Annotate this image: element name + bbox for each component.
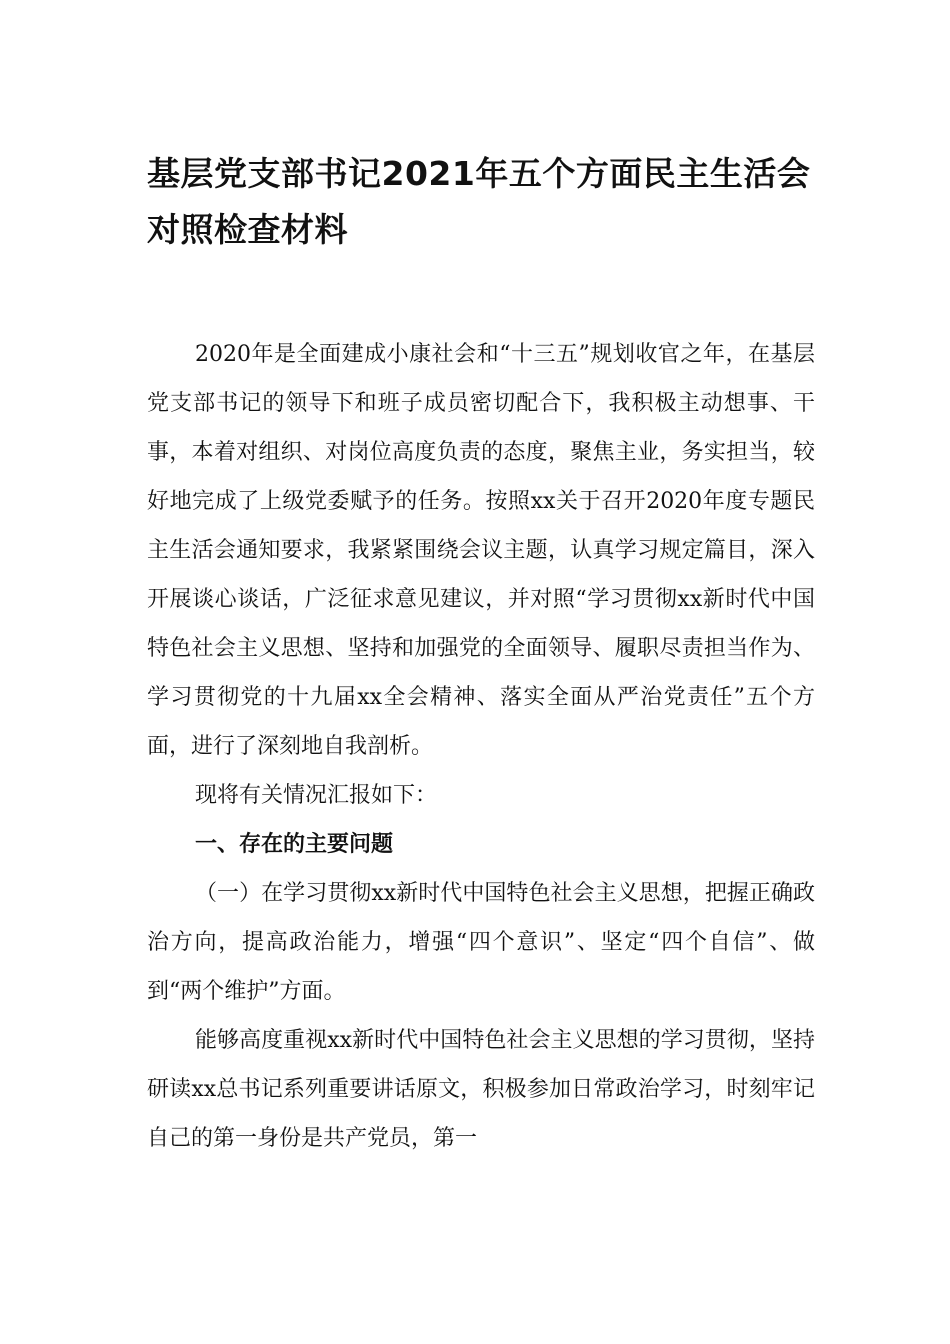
paragraph-subsection-1-body: 能够高度重视xx新时代中国特色社会主义思想的学习贯彻，坚持研读xx总书记系列重要讲话原文，积极参加日常政治学习，时刻牢记自己的第一身份是共产党员，第一 bbox=[147, 1028, 815, 1151]
section-heading-main-problems: 一、存在的主要问题 bbox=[195, 832, 394, 857]
paragraph-report-lead: 现将有关情况汇报如下： bbox=[195, 783, 438, 808]
paragraph-intro: 2020年是全面建成小康社会和“十三五”规划收官之年，在基层党支部书记的领导下和班子成员密切配合下，我积极主动想事、干事，本着对组织、对岗位高度负责的态度，聚焦主业，务实担当，较好地完成了上级党委赋予的任务。按照xx关于召开2020年度专题民主生活会通知要求，我紧紧围绕会议主题，认真学习规定篇目，深入开展谈心谈话，广泛征求意见建议，并对照“学习贯彻xx新时代中国特色社会主义思想、坚持和加强党的全面领导、履职尽责担当作为、学习贯彻党的十九届xx全会精神、落实全面从严治党责任”五个方面，进行了深刻地自我剖析。 bbox=[147, 342, 815, 759]
document-title: 基层党支部书记2021年五个方面民主生活会对照检查材料 bbox=[147, 154, 811, 249]
document-body bbox=[147, 330, 815, 1163]
subsection-heading-1: （一）在学习贯彻xx新时代中国特色社会主义思想，把握正确政治方向，提高政治能力，增强“四个意识”、坚定“四个自信”、做到“两个维护”方面。 bbox=[147, 881, 815, 1004]
